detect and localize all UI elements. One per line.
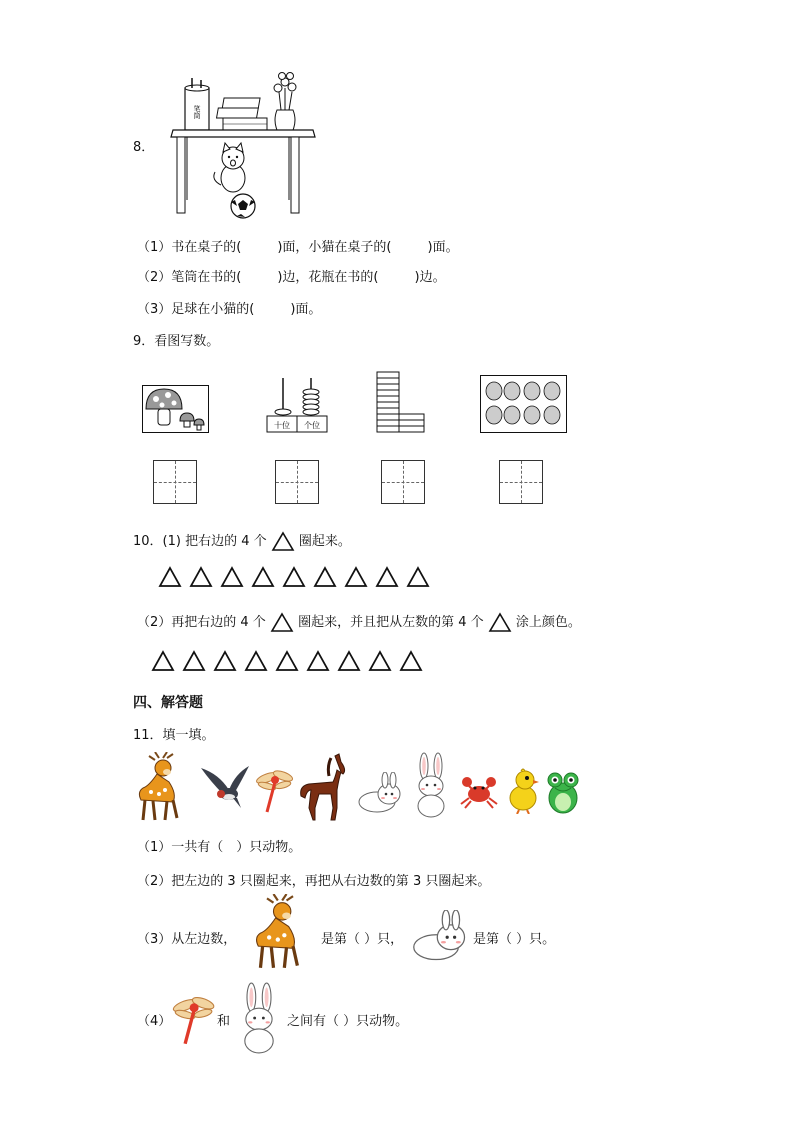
triangle-shape <box>160 568 180 586</box>
rabbit-sitting-icon[interactable] <box>411 752 451 818</box>
triangle-shape <box>184 652 204 670</box>
triangle-shape <box>215 652 235 670</box>
q8-sub1 <box>137 236 459 255</box>
triangle-icon[interactable] <box>275 650 299 672</box>
triangle-shape <box>315 568 335 586</box>
q8-sub2-part-a: （2）笔筒在书的( <box>137 270 242 285</box>
q11-sub4-part-a: （4） <box>137 1014 172 1029</box>
q9-title: 9．看图写数。 <box>133 334 220 349</box>
pen-holder-icon <box>185 78 209 130</box>
unit-blocks-icon <box>399 414 424 432</box>
triangle-icon[interactable] <box>344 566 368 588</box>
triangle-icon[interactable] <box>182 650 206 672</box>
abacus-ones-label: 个位 <box>304 421 320 430</box>
q11-sub3-part-a: （3）从左边数， <box>137 932 237 947</box>
triangle-shape <box>339 652 359 670</box>
q11-sub1: （1）一共有（ ）只动物。 <box>137 840 302 855</box>
answer-grid-3[interactable] <box>381 460 425 504</box>
q11-sub4-part-b: 和 <box>217 1014 231 1029</box>
triangle-shape <box>408 568 428 586</box>
q11-sub2: （2）把左边的 3 只圈起来，再把从右边数的第 3 只圈起来。 <box>137 874 491 889</box>
triangle-icon <box>271 531 295 552</box>
answer-grid-4[interactable] <box>499 460 543 504</box>
deer-icon[interactable] <box>133 752 189 822</box>
triangle-row-1 <box>158 566 430 588</box>
abacus-picture <box>265 376 329 434</box>
q11-title: 11．填一填。 <box>133 728 215 743</box>
q8-sub1-part-b: )面，小猫在桌子的( <box>277 240 392 255</box>
animal-row <box>133 752 593 822</box>
triangle-icon[interactable] <box>306 650 330 672</box>
triangle-shape <box>284 568 304 586</box>
q11-sub4 <box>137 982 597 1058</box>
q8-sub3-part-b: )面。 <box>290 302 322 317</box>
triangle-icon[interactable] <box>399 650 423 672</box>
horse-icon[interactable] <box>295 752 351 822</box>
triangle-shape <box>401 652 421 670</box>
q10-sub1 <box>133 530 351 552</box>
triangle-shape <box>308 652 328 670</box>
vase-icon <box>274 73 296 131</box>
triangle-icon[interactable] <box>368 650 392 672</box>
triangle-icon[interactable] <box>220 566 244 588</box>
q10-sub2-part-a: （2）再把右边的 4 个 <box>137 615 266 630</box>
cat-icon <box>214 143 245 192</box>
chick-icon[interactable] <box>505 768 541 814</box>
q10-sub1-part-a: 10．(1) 把右边的 4 个 <box>133 534 267 549</box>
q10-sub2-part-c: 涂上颜色。 <box>515 615 581 630</box>
rabbit-lying-icon[interactable] <box>357 772 405 814</box>
q8-sub2 <box>137 266 446 285</box>
triangle-icon[interactable] <box>313 566 337 588</box>
q8-sub2-part-c: )边。 <box>414 270 446 285</box>
q10-sub1-part-b: 圈起来。 <box>298 534 351 549</box>
triangle-shape <box>253 568 273 586</box>
triangle-icon[interactable] <box>151 650 175 672</box>
q8-sub1-part-c: )面。 <box>427 240 459 255</box>
q11-sub3 <box>137 894 597 974</box>
rabbit-lying-icon <box>409 910 473 962</box>
triangle-icon[interactable] <box>244 650 268 672</box>
mushrooms-picture <box>142 385 209 433</box>
q8-sub1-part-a: （1）书在桌子的( <box>137 240 242 255</box>
q8-number: 8． <box>133 140 155 155</box>
triangle-icon[interactable] <box>282 566 306 588</box>
ten-block-icon <box>377 372 399 432</box>
frog-icon[interactable] <box>543 768 583 816</box>
answer-grid-1[interactable] <box>153 460 197 504</box>
crab-icon[interactable] <box>459 774 499 810</box>
dragonfly-icon <box>171 992 215 1046</box>
q8-sub3-part-a: （3）足球在小猫的( <box>137 302 255 317</box>
triangle-icon[interactable] <box>337 650 361 672</box>
triangle-icon <box>270 612 294 633</box>
triangle-shape <box>153 652 173 670</box>
rabbit-sitting-icon <box>237 982 281 1054</box>
triangle-icon[interactable] <box>158 566 182 588</box>
q10-sub2 <box>137 611 581 633</box>
triangle-shape <box>222 568 242 586</box>
triangle-shape <box>246 652 266 670</box>
triangle-shape <box>191 568 211 586</box>
triangle-shape <box>370 652 390 670</box>
swallow-icon[interactable] <box>199 764 251 808</box>
section-4-title: 四、解答题 <box>133 695 203 711</box>
triangle-icon[interactable] <box>375 566 399 588</box>
vegetables-picture <box>480 375 567 433</box>
football-icon <box>231 194 255 218</box>
desk-scene-illustration <box>165 70 320 220</box>
q8-sub3 <box>137 298 321 317</box>
q11-sub4-part-c: 之间有（ ）只动物。 <box>287 1014 409 1029</box>
blocks-picture <box>376 370 426 434</box>
triangle-icon[interactable] <box>251 566 275 588</box>
triangle-icon <box>488 612 512 633</box>
q11-sub3-part-b: 是第（ ）只， <box>321 932 404 947</box>
triangle-icon[interactable] <box>213 650 237 672</box>
q10-sub2-part-b: 圈起来，并且把从左数的第 4 个 <box>298 615 484 630</box>
deer-icon <box>241 894 319 970</box>
dragonfly-icon[interactable] <box>255 766 293 814</box>
triangle-row-2 <box>151 650 423 672</box>
triangle-icon[interactable] <box>189 566 213 588</box>
pen-holder-label: 笔筒 <box>193 105 201 119</box>
q8-sub2-part-b: )边，花瓶在书的( <box>277 270 379 285</box>
triangle-shape <box>346 568 366 586</box>
abacus-tens-label: 十位 <box>274 421 290 430</box>
triangle-icon[interactable] <box>406 566 430 588</box>
books-icon <box>217 98 267 130</box>
triangle-shape <box>377 568 397 586</box>
triangle-shape <box>277 652 297 670</box>
answer-grid-2[interactable] <box>275 460 319 504</box>
q11-sub3-part-c: 是第（ ）只。 <box>473 932 556 947</box>
